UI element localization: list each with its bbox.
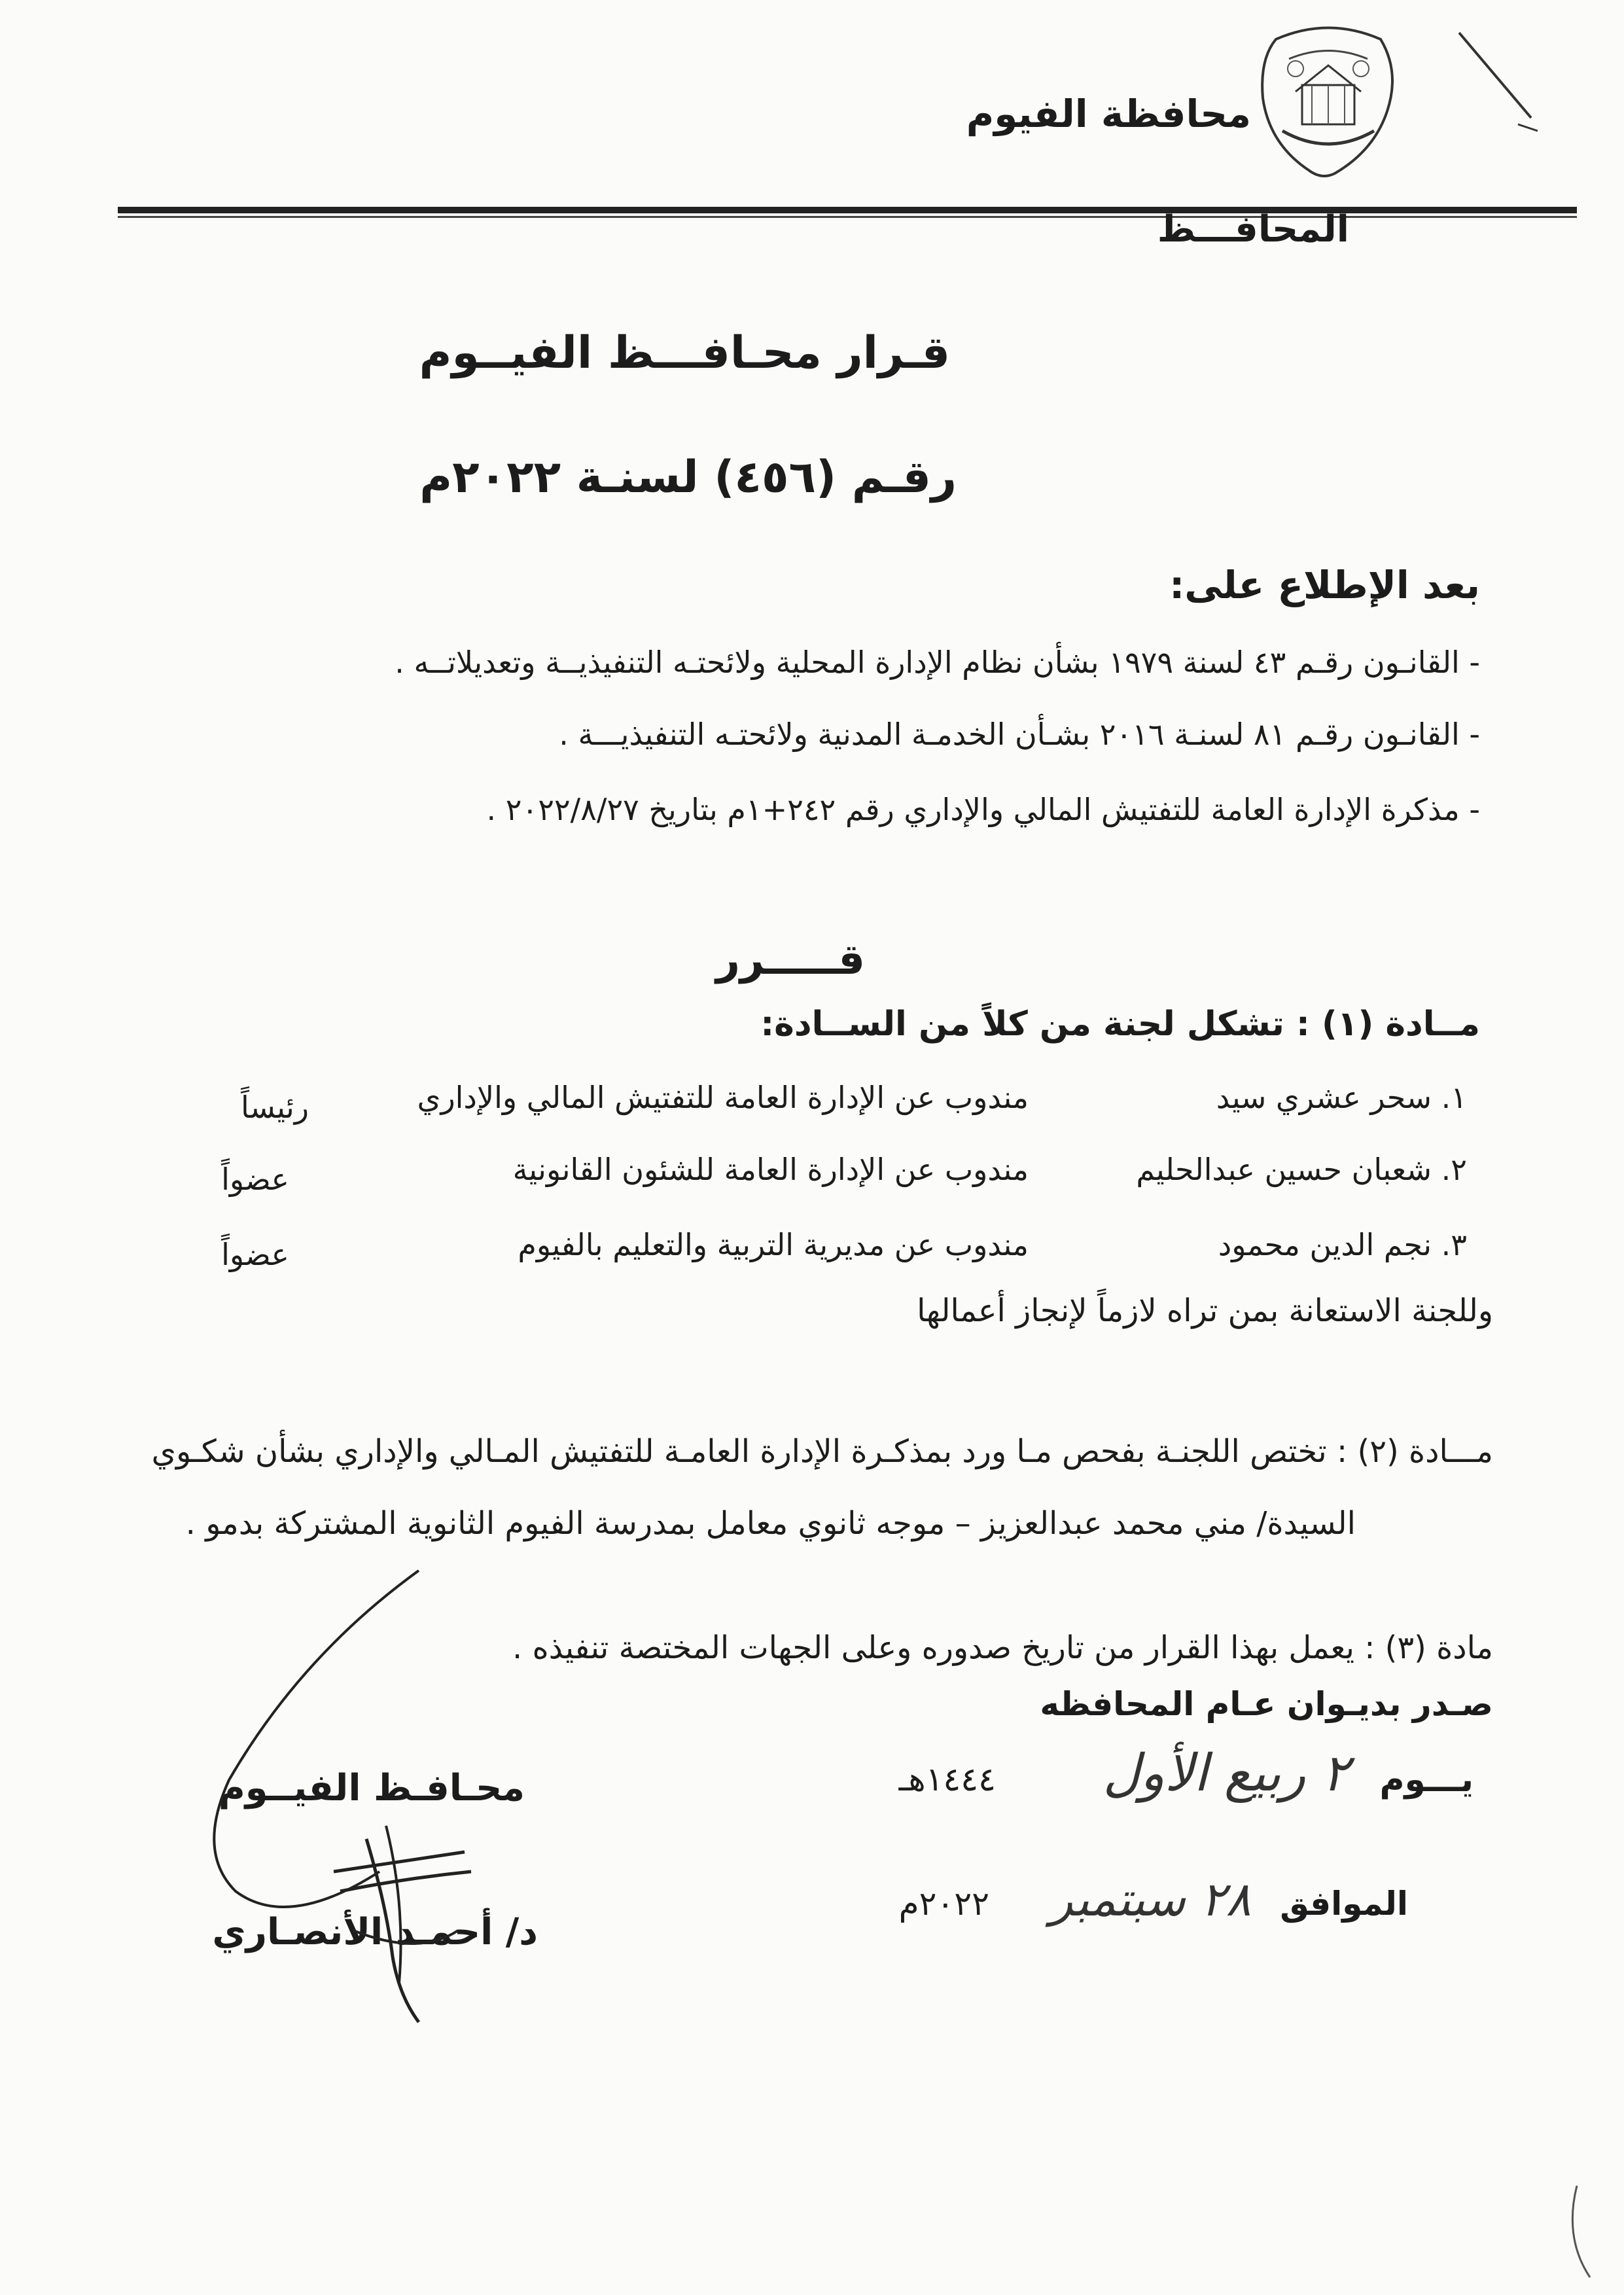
issued-at: صـدر بديـوان عـام المحافظه xyxy=(1040,1685,1493,1723)
day-label: يـــوم xyxy=(1379,1760,1474,1800)
signatory-name: د/ أحمـد الأنصـاري xyxy=(212,1911,538,1953)
member-name: ٢. شعبان حسين عبدالحليم xyxy=(1136,1152,1467,1187)
gregorian-date-handwritten: ٢٨ سبتمبر xyxy=(1050,1872,1251,1927)
decision-number: رقـم (٤٥٦) لسنـة ٢٠٢٢م xyxy=(419,452,957,503)
header-rule-thin xyxy=(118,216,1577,218)
article-2-text-continued: السيدة/ مني محمد عبدالعزيز – موجه ثانوي معامل بمدرسة الفيوم الثانوية المشتركة بدمو . xyxy=(185,1505,1356,1542)
preamble-item: - القانـون رقـم ٨١ لسنـة ٢٠١٦ بشـأن الخدمـة المدنية ولائحتـه التنفيذيـــة . xyxy=(559,717,1480,752)
article-2-text: مـــادة (٢) : تختص اللجنـة بفحص مـا ورد بمذكـرة الإدارة العامـة للتفتيش المـالي والإداري بشأن شكـوي xyxy=(151,1433,1493,1470)
article-1-note: وللجنة الاستعانة بمن تراه لازماً لإنجاز أعمالها xyxy=(917,1292,1493,1329)
decision-title: قـرار محـافـــظ الفيــوم xyxy=(419,327,950,379)
decision-heading: قـــــرر xyxy=(716,936,865,984)
article-3-text: مادة (٣) : يعمل بهذا القرار من تاريخ صدوره وعلى الجهات المختصة تنفيذه . xyxy=(512,1629,1493,1666)
governorate-name: محافظة الفيوم xyxy=(966,92,1251,136)
member-role: مندوب عن مديرية التربية والتعليم بالفيوم xyxy=(518,1227,1029,1262)
preamble-item: - القانـون رقـم ٤٣ لسنة ١٩٧٩ بشأن نظام الإدارة المحلية ولائحتـه التنفيذيــة وتعديلاتــه . xyxy=(395,645,1480,680)
handwritten-signature xyxy=(170,1564,563,2035)
member-position: رئيساً xyxy=(241,1090,309,1125)
member-name: ١. سحر عشري سيد xyxy=(1216,1080,1467,1115)
signatory-title: محـافـظ الفيــوم xyxy=(218,1767,525,1809)
governorate-emblem-logo xyxy=(1250,20,1407,183)
office-title: المحافـــظ xyxy=(1157,208,1349,251)
corner-pen-mark xyxy=(1453,26,1544,137)
member-position: عضواً xyxy=(221,1162,289,1197)
article-1-heading: مــادة (١) : تشكل لجنة من كلاً من الســادة: xyxy=(760,1005,1480,1044)
member-position: عضواً xyxy=(221,1237,289,1272)
member-role: مندوب عن الإدارة العامة للشئون القانونية xyxy=(512,1152,1029,1187)
preamble-heading: بعد الإطلاع على: xyxy=(1169,563,1480,607)
preamble-item: - مذكرة الإدارة العامة للتفتيش المالي والإداري رقم ٢٤٢+١م بتاريخ ٢٠٢٢/٨/٢٧ . xyxy=(486,792,1480,827)
hijri-date-handwritten: ٢ ربيع الأول xyxy=(1103,1744,1349,1803)
header-rule xyxy=(118,207,1577,213)
gregorian-label: الموافق xyxy=(1280,1885,1408,1923)
edge-pen-mark xyxy=(1564,2179,1616,2284)
gregorian-year: ٢٠٢٢م xyxy=(898,1885,989,1923)
hijri-year: ١٤٤٤هـ xyxy=(898,1760,996,1798)
member-name: ٣. نجم الدين محمود xyxy=(1218,1227,1467,1262)
member-role: مندوب عن الإدارة العامة للتفتيش المالي والإداري xyxy=(417,1080,1029,1115)
